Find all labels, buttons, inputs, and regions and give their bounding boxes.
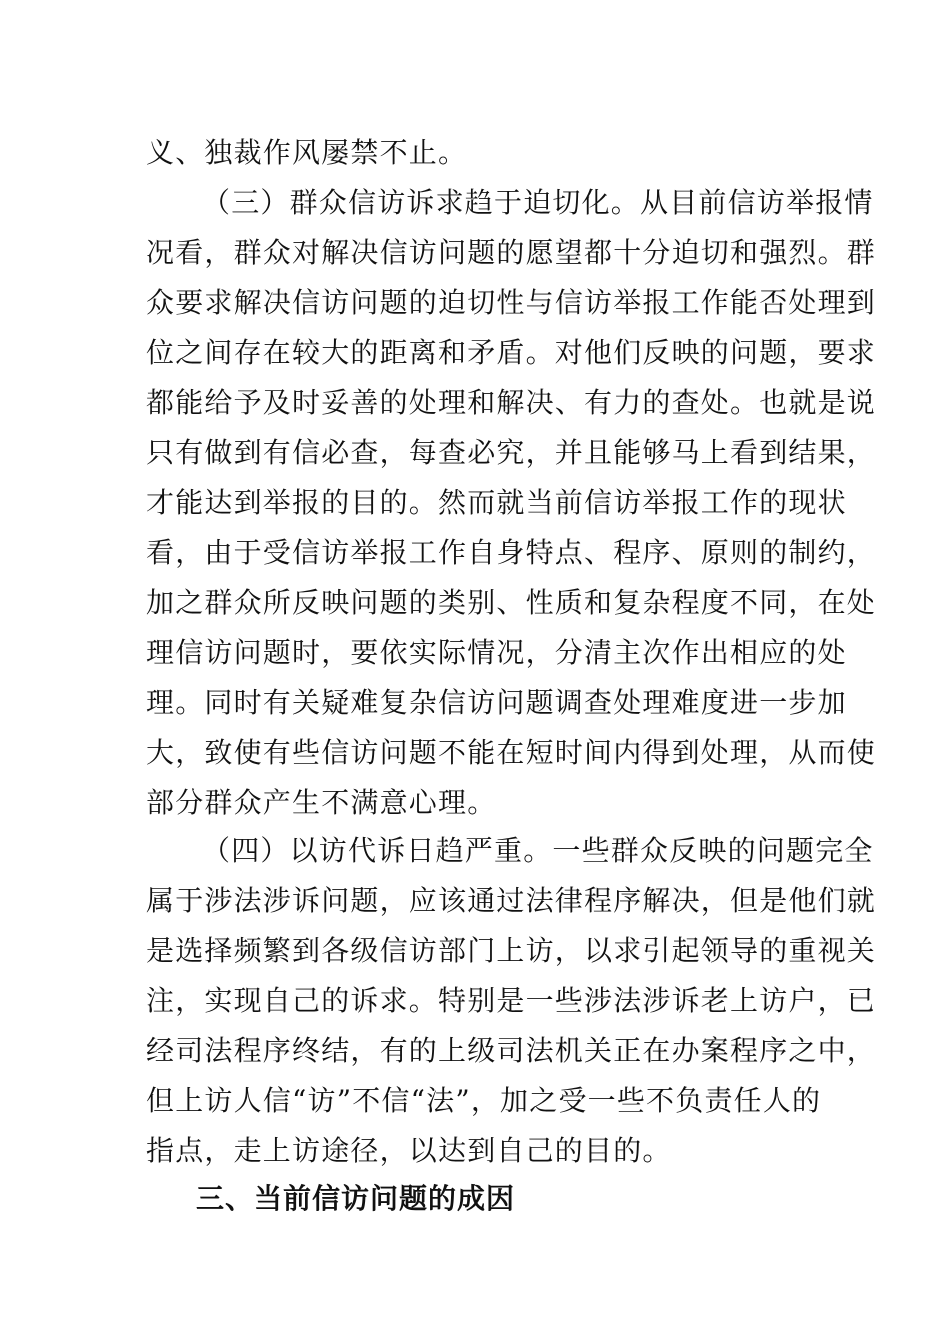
paragraph-line: 理。同时有关疑难复杂信访问题调查处理难度进一步加 [146, 686, 847, 719]
paragraph-line: 属于涉法涉诉问题，应该通过法律程序解决，但是他们就 [146, 884, 877, 917]
paragraph-line: 才能达到举报的目的。然而就当前信访举报工作的现状 [146, 486, 847, 519]
paragraph-line: 但上访人信“访”不信“法”，加之受一些不负责任人的 [146, 1084, 822, 1117]
paragraph-line: 看，由于受信访举报工作自身特点、程序、原则的制约， [146, 536, 877, 569]
paragraph-line: 注，实现自己的诉求。特别是一些涉法涉诉老上访户，已 [146, 984, 877, 1017]
paragraph-line: 加之群众所反映问题的类别、性质和复杂程度不同，在处 [146, 586, 877, 619]
paragraph-line: 部分群众产生不满意心理。 [146, 786, 497, 819]
paragraph-line: 位之间存在较大的距离和矛盾。对他们反映的问题，要求 [146, 336, 877, 369]
paragraph-line: 是选择频繁到各级信访部门上访，以求引起领导的重视关 [146, 934, 877, 967]
paragraph-line: 只有做到有信必查，每查必究，并且能够马上看到结果， [146, 436, 877, 469]
paragraph-line: 经司法程序终结，有的上级司法机关正在办案程序之中， [146, 1034, 877, 1067]
paragraph-line: 都能给予及时妥善的处理和解决、有力的查处。也就是说 [146, 386, 877, 419]
paragraph-line: （三）群众信访诉求趋于迫切化。从目前信访举报情 [202, 186, 874, 219]
paragraph-line: （四）以访代诉日趋严重。一些群众反映的问题完全 [202, 834, 874, 867]
section-heading: 三、当前信访问题的成因 [196, 1182, 516, 1215]
paragraph-line: 众要求解决信访问题的迫切性与信访举报工作能否处理到 [146, 286, 877, 319]
paragraph-line: 义、独裁作风屡禁不止。 [146, 136, 468, 169]
paragraph-line: 大，致使有些信访问题不能在短时间内得到处理，从而使 [146, 736, 877, 769]
paragraph-line: 理信访问题时，要依实际情况，分清主次作出相应的处 [146, 636, 847, 669]
paragraph-line: 况看，群众对解决信访问题的愿望都十分迫切和强烈。群 [146, 236, 877, 269]
paragraph-line: 指点，走上访途径，以达到自己的目的。 [146, 1134, 672, 1167]
